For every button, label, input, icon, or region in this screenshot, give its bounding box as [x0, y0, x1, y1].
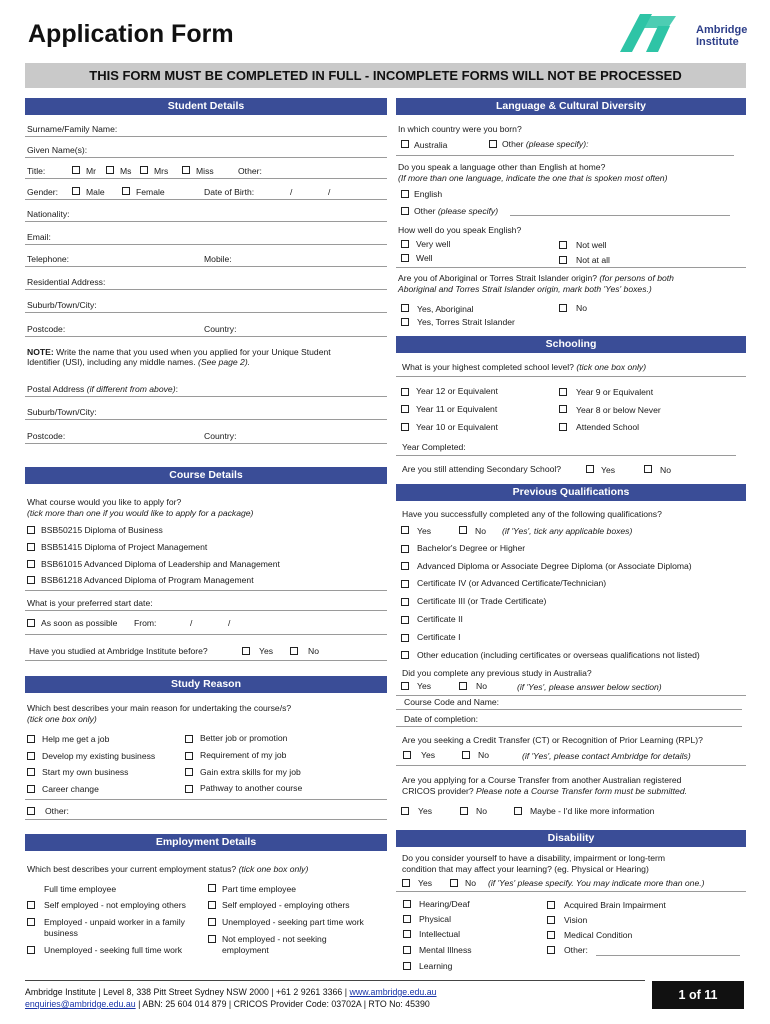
telephone-label: Telephone:	[27, 254, 70, 264]
lang-english-checkbox[interactable]	[401, 190, 409, 198]
start-asap-checkbox[interactable]	[27, 619, 35, 627]
surname-field[interactable]	[25, 136, 387, 137]
warning-banner: THIS FORM MUST BE COMPLETED IN FULL - INCOMPLETE FORMS WILL NOT BE PROCESSED	[25, 63, 746, 88]
studied-divider	[25, 660, 387, 661]
reason-career-label: Career change	[42, 784, 99, 794]
torres-yes-checkbox[interactable]	[401, 318, 409, 326]
course-option-2-checkbox[interactable]	[27, 543, 35, 551]
residential-field[interactable]	[25, 289, 387, 290]
emp-not-seeking-checkbox[interactable]	[208, 935, 216, 943]
gender-female-checkbox[interactable]	[122, 187, 130, 195]
aboriginal-question-2: Aboriginal and Torres Strait Islander origin, mark both 'Yes' boxes.)	[398, 284, 652, 294]
usi-note-line2: Identifier (USI), including any middle names. (See page 2).	[27, 357, 251, 367]
language-hint: (If more than one language, indicate the one that is spoken most often)	[398, 173, 668, 183]
disability-divider	[396, 891, 746, 892]
given-name-field[interactable]	[25, 157, 387, 158]
dis-vision-checkbox[interactable]	[547, 916, 555, 924]
school-y10-label: Year 10 or Equivalent	[416, 422, 498, 432]
postal-suburb-field[interactable]	[25, 419, 387, 420]
disability-question: Do you consider yourself to have a disability, impairment or long-term	[402, 853, 666, 863]
transfer-no-label: No	[476, 806, 487, 816]
reason-divider	[25, 799, 387, 800]
title-label: Title:	[27, 166, 46, 176]
title-other-label: Other:	[238, 166, 262, 176]
reason-other-checkbox[interactable]	[27, 807, 35, 815]
still-attending-question: Are you still attending Secondary School?	[402, 464, 562, 474]
prev-no-checkbox[interactable]	[459, 526, 467, 534]
phone-field[interactable]	[25, 266, 387, 267]
prev-yes-checkbox[interactable]	[401, 526, 409, 534]
previous-qualifications-header: Previous Qualifications	[396, 484, 746, 501]
dis-mental-label: Mental Illness	[419, 945, 472, 955]
start-slash-1: /	[190, 618, 193, 628]
year-completed-field[interactable]	[396, 455, 736, 456]
ct-divider	[396, 765, 746, 766]
gender-dob-field[interactable]	[25, 199, 387, 200]
emp-se-not-label: Self employed - not employing others	[44, 900, 186, 910]
reason-skills-label: Gain extra skills for my job	[200, 767, 301, 777]
school-y12-checkbox[interactable]	[401, 388, 409, 396]
aboriginal-yes-checkbox[interactable]	[401, 304, 409, 312]
title-mr-label: Mr	[86, 166, 97, 176]
dob-label: Date of Birth:	[204, 187, 255, 197]
course-hint: (tick more than one if you would like to apply for a package)	[27, 508, 254, 518]
suburb-field[interactable]	[25, 312, 387, 313]
dis-vision-label: Vision	[564, 915, 588, 925]
title-mrs-label: Mrs	[154, 166, 169, 176]
employment-question: Which best describes your current employment status? (tick one box only)	[27, 864, 309, 874]
reason-business-checkbox[interactable]	[27, 752, 35, 760]
dis-hearing-label: Hearing/Deaf	[419, 899, 470, 909]
dis-learning-checkbox[interactable]	[403, 962, 411, 970]
born-other-checkbox[interactable]	[489, 140, 497, 148]
given-name-label: Given Name(s):	[27, 145, 88, 155]
emp-unemp-pt-checkbox[interactable]	[208, 918, 216, 926]
transfer-maybe-label: Maybe - I'd like more information	[530, 806, 655, 816]
prev-cert2-checkbox[interactable]	[401, 616, 409, 624]
english-question: How well do you speak English?	[398, 225, 522, 235]
schooling-header: Schooling	[396, 336, 746, 353]
mobile-label: Mobile:	[204, 254, 232, 264]
lang-other-checkbox[interactable]	[401, 207, 409, 215]
prev-hint: (if 'Yes', tick any applicable boxes)	[502, 526, 633, 536]
reason-job-checkbox[interactable]	[27, 735, 35, 743]
english-not-well-label: Not well	[576, 240, 607, 250]
transfer-yes-checkbox[interactable]	[401, 807, 409, 815]
reason-other-label: Other:	[45, 806, 69, 816]
transfer-yes-label: Yes	[418, 806, 433, 816]
still-yes-label: Yes	[601, 465, 616, 475]
studied-before-question: Have you studied at Ambridge Institute before?	[29, 646, 208, 656]
emp-unemp-pt-label: Unemployed - seeking part time work	[222, 917, 364, 927]
title-ms-label: Ms	[120, 166, 132, 176]
reason-business-label: Develop my existing business	[42, 751, 156, 761]
studied-no-label: No	[308, 646, 319, 656]
postcode-field[interactable]	[25, 336, 387, 337]
reason-own-business-checkbox[interactable]	[27, 768, 35, 776]
reason-pathway-label: Pathway to another course	[200, 783, 303, 793]
country-label: Country:	[204, 324, 237, 334]
course-option-1-checkbox[interactable]	[27, 526, 35, 534]
english-very-well-label: Very well	[416, 239, 451, 249]
postal-label: Postal Address (if different from above):	[27, 384, 178, 394]
aboriginal-yes-label: Yes, Aboriginal	[417, 304, 474, 314]
prev-bachelor-checkbox[interactable]	[401, 545, 409, 553]
logo-mark-icon	[618, 12, 678, 54]
course-option-4-label: BSB61218 Advanced Diploma of Program Management	[41, 575, 254, 585]
reason-job-label: Help me get a job	[42, 734, 110, 744]
emp-unemp-ft-checkbox[interactable]	[27, 946, 35, 954]
aus-no-checkbox[interactable]	[459, 682, 467, 690]
reason-requirement-label: Requirement of my job	[200, 750, 287, 760]
prev-other-checkbox[interactable]	[401, 651, 409, 659]
postal-suburb-label: Suburb/Town/City:	[27, 407, 97, 417]
page-number: 1 of 11	[652, 981, 744, 1009]
transfer-maybe-checkbox[interactable]	[514, 807, 522, 815]
born-other-field[interactable]	[396, 155, 734, 156]
course-question: What course would you like to apply for?	[27, 497, 182, 507]
school-y9-label: Year 9 or Equivalent	[576, 387, 654, 397]
study-reason-header: Study Reason	[25, 676, 387, 693]
gender-label: Gender:	[27, 187, 59, 197]
postal-postcode-label: Postcode:	[27, 431, 66, 441]
institute-logo	[618, 12, 753, 54]
start-from-label: From:	[134, 618, 157, 628]
course-option-2-label: BSB51415 Diploma of Project Management	[41, 542, 208, 552]
postal-postcode-field[interactable]	[25, 443, 387, 444]
title-ms-checkbox[interactable]	[106, 166, 114, 174]
studied-yes-label: Yes	[259, 646, 274, 656]
footer-line-2: enquiries@ambridge.edu.au | ABN: 25 604 014 879 | CRICOS Provider Code: 03702A | RTO No: 45390	[25, 999, 430, 1009]
completion-date-label: Date of completion:	[404, 714, 479, 724]
prev-no-label: No	[475, 526, 486, 536]
email-field[interactable]	[25, 244, 387, 245]
aus-no-label: No	[476, 681, 487, 691]
start-date-divider	[25, 610, 387, 611]
studied-yes-checkbox[interactable]	[242, 647, 250, 655]
emp-unpaid-checkbox[interactable]	[27, 918, 35, 926]
gender-male-checkbox[interactable]	[72, 187, 80, 195]
course-details-header: Course Details	[25, 467, 387, 484]
title-field[interactable]	[25, 178, 387, 179]
transfer-question-2: CRICOS provider? Please note a Course Transfer form must be submitted.	[402, 786, 687, 796]
lang-other-field[interactable]	[510, 215, 730, 216]
disability-question-2: condition that may affect your learning? (eg. Physical or Hearing)	[402, 864, 649, 874]
course-option-1-label: BSB50215 Diploma of Business	[41, 525, 163, 535]
start-asap-label: As soon as possible	[41, 618, 118, 628]
title-mrs-checkbox[interactable]	[140, 166, 148, 174]
disability-header: Disability	[396, 830, 746, 847]
emp-fulltime-label: Full time employee	[44, 884, 117, 894]
residential-label: Residential Address:	[27, 277, 106, 287]
born-other-label: Other (please specify):	[502, 139, 589, 149]
language-header: Language & Cultural Diversity	[396, 98, 746, 115]
dis-medical-checkbox[interactable]	[547, 931, 555, 939]
school-never-checkbox[interactable]	[559, 423, 567, 431]
course-name-field[interactable]	[396, 709, 742, 710]
reason-promotion-checkbox[interactable]	[185, 735, 193, 743]
postal-field[interactable]	[25, 396, 387, 397]
ct-no-label: No	[478, 750, 489, 760]
lang-other-label: Other (please specify)	[414, 206, 499, 216]
still-no-label: No	[660, 465, 671, 475]
emp-parttime-label: Part time employee	[222, 884, 297, 894]
course-option-3-checkbox[interactable]	[27, 560, 35, 568]
emp-parttime-checkbox[interactable]	[208, 884, 216, 892]
year-completed-label: Year Completed:	[402, 442, 466, 452]
transfer-question: Are you applying for a Course Transfer from another Australian registered	[402, 775, 682, 785]
footer-line-1: Ambridge Institute | Level 8, 338 Pitt Street Sydney NSW 2000 | +61 2 9261 3366 | www.ambridge.edu.au	[25, 987, 437, 997]
dis-learning-label: Learning	[419, 961, 453, 971]
reason-own-business-label: Start my own business	[42, 767, 129, 777]
reason-promotion-label: Better job or promotion	[200, 733, 288, 743]
ct-yes-label: Yes	[421, 750, 436, 760]
start-date-question: What is your preferred start date:	[27, 598, 153, 608]
aboriginal-no-checkbox[interactable]	[559, 304, 567, 312]
english-not-at-all-checkbox[interactable]	[559, 256, 567, 264]
email-label: Email:	[27, 232, 51, 242]
disability-no-label: No	[465, 878, 476, 888]
reason-other-field[interactable]	[25, 819, 387, 820]
prev-adv-diploma-checkbox[interactable]	[401, 562, 409, 570]
reason-pathway-checkbox[interactable]	[185, 785, 193, 793]
english-not-well-checkbox[interactable]	[559, 241, 567, 249]
prev-cert3-checkbox[interactable]	[401, 598, 409, 606]
surname-label: Surname/Family Name:	[27, 124, 118, 134]
dis-physical-label: Physical	[419, 914, 451, 924]
course-divider	[25, 590, 387, 591]
born-australia-checkbox[interactable]	[401, 140, 409, 148]
dis-mental-checkbox[interactable]	[403, 946, 411, 954]
dis-brain-checkbox[interactable]	[547, 901, 555, 909]
school-never-label: Attended School	[576, 422, 640, 432]
reason-requirement-checkbox[interactable]	[185, 752, 193, 760]
prev-cert1-label: Certificate I	[417, 632, 461, 642]
reason-skills-checkbox[interactable]	[185, 768, 193, 776]
reason-career-checkbox[interactable]	[27, 785, 35, 793]
born-question: In which country were you born?	[398, 124, 522, 134]
school-y11-label: Year 11 or Equivalent	[416, 404, 498, 414]
aus-yes-checkbox[interactable]	[401, 682, 409, 690]
school-y10-checkbox[interactable]	[401, 423, 409, 431]
english-divider	[396, 267, 746, 268]
dis-intellectual-label: Intellectual	[419, 929, 461, 939]
dis-brain-label: Acquired Brain Impairment	[564, 900, 666, 910]
prev-cert3-label: Certificate III (or Trade Certificate)	[417, 596, 547, 606]
nationality-field[interactable]	[25, 221, 387, 222]
transfer-no-checkbox[interactable]	[460, 807, 468, 815]
dis-intellectual-checkbox[interactable]	[403, 930, 411, 938]
studied-no-checkbox[interactable]	[290, 647, 298, 655]
ct-yes-checkbox[interactable]	[403, 751, 411, 759]
school-y8-checkbox[interactable]	[559, 405, 567, 413]
prev-yes-label: Yes	[417, 526, 432, 536]
ct-no-checkbox[interactable]	[462, 751, 470, 759]
employment-details-header: Employment Details	[25, 834, 387, 851]
emp-unpaid-label: Employed - unpaid worker in a family	[44, 917, 185, 927]
emp-se-emp-checkbox[interactable]	[208, 901, 216, 909]
dis-medical-label: Medical Condition	[564, 930, 633, 940]
disability-no-checkbox[interactable]	[450, 879, 458, 887]
website-link[interactable]: www.ambridge.edu.au	[349, 987, 437, 997]
emp-unpaid-label-2: business	[44, 928, 78, 938]
reason-hint: (tick one box only)	[27, 714, 97, 724]
dis-other-checkbox[interactable]	[547, 946, 555, 954]
page-title: Application Form	[28, 20, 234, 48]
footer-rule	[25, 980, 645, 981]
start-divider-2	[25, 634, 387, 635]
dis-other-label: Other:	[564, 945, 588, 955]
emp-not-seeking-label-2: employment	[222, 945, 269, 955]
still-yes-checkbox[interactable]	[586, 465, 594, 473]
prev-other-label: Other education (including certificates or overseas qualifications not listed)	[417, 650, 700, 660]
school-question: What is your highest completed school level? (tick one box only)	[402, 362, 647, 372]
aboriginal-no-label: No	[576, 303, 587, 313]
school-y12-label: Year 12 or Equivalent	[416, 386, 498, 396]
email-link[interactable]: enquiries@ambridge.edu.au	[25, 999, 136, 1009]
prev-adv-diploma-label: Advanced Diploma or Associate Degree Diploma (or Associate Diploma)	[417, 561, 692, 571]
aboriginal-question: Are you of Aboriginal or Torres Strait Islander origin? (for persons of both	[398, 273, 674, 283]
nationality-label: Nationality:	[27, 209, 70, 219]
logo-text-line2: Institute	[696, 36, 739, 48]
disability-yes-checkbox[interactable]	[402, 879, 410, 887]
emp-not-seeking-label: Not employed - not seeking	[222, 934, 327, 944]
postcode-label: Postcode:	[27, 324, 66, 334]
school-y8-label: Year 8 or below Never	[576, 405, 661, 415]
english-very-well-checkbox[interactable]	[401, 240, 409, 248]
aus-hint: (if 'Yes', please answer below section)	[517, 682, 662, 692]
student-details-header: Student Details	[25, 98, 387, 115]
prev-question: Have you successfully completed any of the following qualifications?	[402, 509, 662, 519]
title-miss-checkbox[interactable]	[182, 166, 190, 174]
dis-physical-checkbox[interactable]	[403, 915, 411, 923]
start-slash-2: /	[228, 618, 231, 628]
course-option-3-label: BSB61015 Advanced Diploma of Leadership and Management	[41, 559, 280, 569]
postal-country-label: Country:	[204, 431, 237, 441]
emp-se-emp-label: Self employed - employing others	[222, 900, 350, 910]
school-divider	[396, 376, 746, 377]
english-well-label: Well	[416, 253, 433, 263]
course-option-4-checkbox[interactable]	[27, 576, 35, 584]
still-no-checkbox[interactable]	[644, 465, 652, 473]
disability-yes-label: Yes	[418, 878, 433, 888]
aus-divider	[396, 695, 746, 696]
english-not-at-all-label: Not at all	[576, 255, 610, 265]
gender-female-label: Female	[136, 187, 165, 197]
dob-slash-1: /	[290, 187, 293, 197]
reason-question: Which best describes your main reason for undertaking the course/s?	[27, 703, 292, 713]
ct-hint: (if 'Yes', please contact Ambridge for details)	[522, 751, 691, 761]
english-well-checkbox[interactable]	[401, 254, 409, 262]
usi-note: NOTE: Write the name that you used when you applied for your Unique Student	[27, 347, 331, 357]
title-miss-label: Miss	[196, 166, 214, 176]
prev-cert4-label: Certificate IV (or Advanced Certificate/Technician)	[417, 578, 607, 588]
logo-text-line1: Ambridge	[696, 24, 748, 36]
emp-se-not-checkbox[interactable]	[27, 901, 35, 909]
language-question: Do you speak a language other than English at home?	[398, 162, 606, 172]
title-mr-checkbox[interactable]	[72, 166, 80, 174]
completion-date-field[interactable]	[396, 726, 742, 727]
prev-cert2-label: Certificate II	[417, 614, 463, 624]
school-y9-checkbox[interactable]	[559, 388, 567, 396]
dis-other-field[interactable]	[596, 955, 740, 956]
school-y11-checkbox[interactable]	[401, 405, 409, 413]
credit-transfer-question: Are you seeking a Credit Transfer (CT) or Recognition of Prior Learning (RPL)?	[402, 735, 703, 745]
dis-hearing-checkbox[interactable]	[403, 900, 411, 908]
disability-hint: (if 'Yes' please specify. You may indicate more than one.)	[488, 878, 705, 888]
aus-study-question: Did you complete any previous study in Australia?	[402, 668, 592, 678]
suburb-label: Suburb/Town/City:	[27, 300, 97, 310]
prev-bachelor-label: Bachelor's Degree or Higher	[417, 543, 526, 553]
prev-cert4-checkbox[interactable]	[401, 580, 409, 588]
emp-unemp-ft-label: Unemployed - seeking full time work	[44, 945, 183, 955]
dob-slash-2: /	[328, 187, 331, 197]
prev-cert1-checkbox[interactable]	[401, 634, 409, 642]
course-name-label: Course Code and Name:	[404, 697, 500, 707]
torres-yes-label: Yes, Torres Strait Islander	[417, 317, 515, 327]
lang-english-label: English	[414, 189, 443, 199]
aus-yes-label: Yes	[417, 681, 432, 691]
gender-male-label: Male	[86, 187, 105, 197]
born-australia-label: Australia	[414, 140, 448, 150]
